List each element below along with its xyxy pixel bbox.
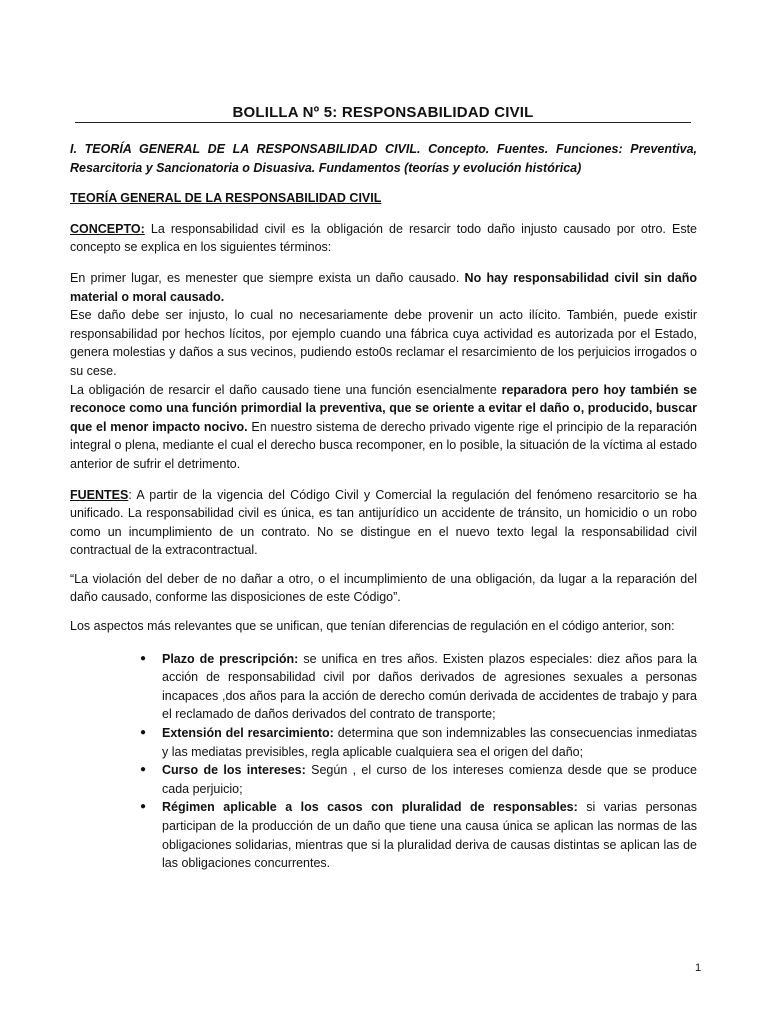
- aspects-list: [70, 650, 697, 873]
- bullet-icon: ●: [140, 727, 147, 739]
- list-item-text: si varias personas participan de la producción de un daño que tiene una causa única se aplican las normas de las obligaciones solidarias, mientras que si la pluralidad deriva de causas distintas se aplican las de las obligaciones concurrentes.: [162, 800, 697, 871]
- list-item-text: Según , el curso de los intereses comienza desde que se produce cada perjuicio;: [162, 763, 697, 796]
- bullet-icon: ●: [140, 764, 147, 776]
- topic-summary: I. TEORÍA GENERAL DE LA RESPONSABILIDAD CIVIL. Concepto. Fuentes. Funciones: Preventiva, Resarcitoria y Sancionatoria o Disuasiva. Fundamentos (teorías y evolución histórica): [70, 142, 697, 175]
- page-number: 1: [694, 962, 702, 974]
- fuentes-label: FUENTES: [70, 487, 129, 502]
- list-item: [140, 650, 697, 724]
- list-item: [140, 761, 697, 798]
- list-item-term: Extensión del resarcimiento:: [162, 726, 334, 741]
- fuentes-text: : A partir de la vigencia del Código Civil y Comercial la regulación del fenómeno resarcitorio se ha unificado. La responsabilidad civil es única, es tan antijurídico un accidente de tránsito, un homicidio o un robo como un incumplimiento de un contrato. No se distingue en el nuevo texto legal la responsabilidad civil contractual de la extracontractual.: [70, 487, 697, 558]
- paragraph-dano-causado-text: En primer lugar, es menester que siempre exista un daño causado.: [70, 270, 465, 285]
- section-heading: TEORÍA GENERAL DE LA RESPONSABILIDAD CIVIL: [70, 191, 382, 206]
- fuentes-paragraph: [70, 486, 697, 560]
- bullet-icon: ●: [140, 801, 147, 813]
- concepto-label: CONCEPTO:: [70, 221, 145, 236]
- paragraph-funcion-text-a: La obligación de resarcir el daño causado tiene una función esencialmente: [70, 382, 502, 397]
- list-item-term: Plazo de prescripción:: [162, 651, 299, 666]
- title-underline-rule: [75, 122, 691, 123]
- paragraph-dano-causado: [70, 269, 697, 306]
- bullet-icon: ●: [140, 652, 147, 664]
- list-item-text: determina que son indemnizables las consecuencias inmediatas y las mediatas previsibles, regla aplicable cualquiera sea el origen del daño;: [162, 726, 698, 759]
- paragraph-funcion-text-c: En nuestro sistema de derecho privado vigente rige el principio de la reparación integral o plena, mediante el cual el derecho busca recomponer, en lo posible, la situación de la víctima al estado anterior de sufrir el detrimento.: [70, 419, 697, 471]
- aspects-intro: Los aspectos más relevantes que se unifican, que tenían diferencias de regulación en el código anterior, son:: [70, 619, 675, 634]
- list-item-term: Régimen aplicable a los casos con pluralidad de responsables:: [162, 800, 578, 815]
- list-item-text: se unifica en tres años. Existen plazos especiales: diez años para la acción de responsabilidad civil por daños derivados de agresiones sexuales a personas incapaces ,dos años para la acción de derecho común derivada de accidentes de trabajo y para el reclamado de daños derivados del contrato de transporte;: [162, 651, 697, 722]
- paragraph-dano-causado-emphasis: No hay responsabilidad civil sin daño material o moral causado.: [70, 270, 697, 304]
- concepto-text: La responsabilidad civil es la obligación de resarcir todo daño injusto causado por otro. Este concepto se explica en los siguientes términos:: [70, 221, 697, 255]
- list-item: [140, 724, 698, 761]
- paragraph-funcion: [70, 381, 697, 474]
- paragraph-dano-injusto: Ese daño debe ser injusto, lo cual no necesariamente debe provenir un acto ilícito. También, puede existir responsabilidad por hechos lícitos, por ejemplo cuando una fábrica cuya actividad es autorizada por el Estado, genera molestias y daños a sus vecinos, pudiendo esto0s reclamar el resarcimiento de los perjuicios irrogados o su cese.: [70, 308, 697, 378]
- document-title: BOLILLA Nº 5: RESPONSABILIDAD CIVIL: [232, 104, 534, 121]
- concepto-paragraph: [70, 220, 697, 257]
- paragraph-funcion-emphasis: reparadora pero hoy también se reconoce como una función primordial la preventiva, que se oriente a evitar el daño o, producido, buscar que el menor impacto nocivo.: [70, 382, 698, 434]
- list-item-term: Curso de los intereses:: [162, 763, 306, 778]
- list-item: [140, 798, 697, 872]
- legal-quote: “La violación del deber de no dañar a otro, o el incumplimiento de una obligación, da lugar a la reparación del daño causado, conforme las disposiciones de este Código”.: [70, 571, 697, 605]
- document-body: [70, 140, 697, 873]
